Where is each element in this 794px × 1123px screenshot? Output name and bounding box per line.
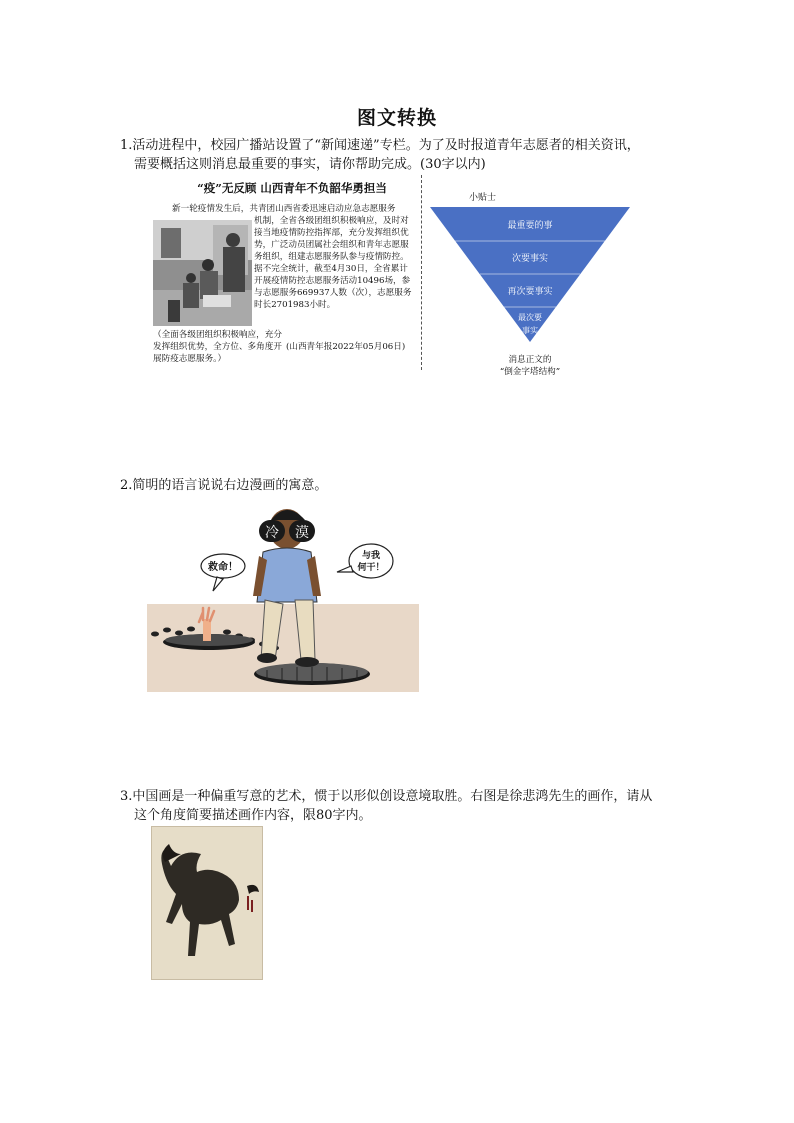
question-1 — [120, 136, 700, 174]
pyramid-caption-line2: “倒金字塔结构” — [499, 367, 561, 377]
help-speech-text: 救命！ — [208, 562, 238, 573]
pyramid-level-1: 最重要的事 — [507, 221, 553, 231]
glasses-text-left: 冷 — [265, 525, 279, 541]
news-headline: “疫”无反顾 山西青年不负韶华勇担当 — [197, 181, 387, 195]
column-divider — [421, 175, 422, 370]
question-3 — [120, 787, 700, 825]
question-3-line2: 这个角度简要描述画作内容，限80字内。 — [134, 808, 372, 823]
pyramid-level-4b: 事实 — [522, 326, 538, 335]
volunteer-photo — [153, 220, 252, 326]
question-1-line1: 1.活动进程中，校园广播站设置了“新闻速递”专栏。为了及时报道青年志愿者的相关资讯， — [120, 138, 640, 153]
pyramid-caption-line1: 消息正文的 — [508, 355, 552, 365]
news-body: 机制，全省各级团组织积极响应，及时对接当地疫情防控指挥部，充分发挥组织优势，广泛动员团属社会组织和青年志愿服务组织，组建志愿服务队参与疫情防控。据不完全统计，截至4月30日，全省累计开展疫情防控志愿服务活动10496场，参与志愿服务669937人数（次），志愿服务时长2701983小时。 — [254, 216, 412, 310]
news-intro: 新一轮疫情发生后，共青团山西省委迅速启动应急志愿服务 — [172, 204, 396, 214]
inverted-pyramid-diagram — [430, 207, 630, 347]
page-title: 图文转换 — [356, 107, 437, 129]
pyramid-level-3: 再次要事实 — [507, 287, 553, 297]
tip-label: 小贴士 — [469, 193, 497, 203]
pyramid-level-2: 次要事实 — [511, 254, 549, 264]
reply-speech-text-2: 何干！ — [357, 563, 385, 573]
pyramid-level-4: 最次要 — [518, 313, 542, 322]
reply-speech-text-1: 与我 — [361, 551, 381, 561]
horse-painting — [151, 826, 263, 980]
news-photo-caption: （全面各级团组织积极响应，充分发挥组织优势，全方位、多角度开展防疫志愿服务。） — [153, 330, 282, 364]
glasses-text-right: 漠 — [295, 525, 309, 541]
cartoon-illustration — [147, 494, 419, 692]
question-3-line1: 3.中国画是一种偏重写意的艺术，惯于以形似创设意境取胜。右图是徐悲鸿先生的画作，请从 — [120, 789, 653, 804]
question-1-line2: 需要概括这则消息最重要的事实，请你帮助完成。(30字以内) — [134, 157, 486, 172]
news-source: (山西青年报2022年05月06日) — [286, 342, 406, 352]
pyramid-caption — [487, 354, 573, 378]
question-2: 2.简明的语言说说右边漫画的寓意。 — [120, 478, 328, 493]
